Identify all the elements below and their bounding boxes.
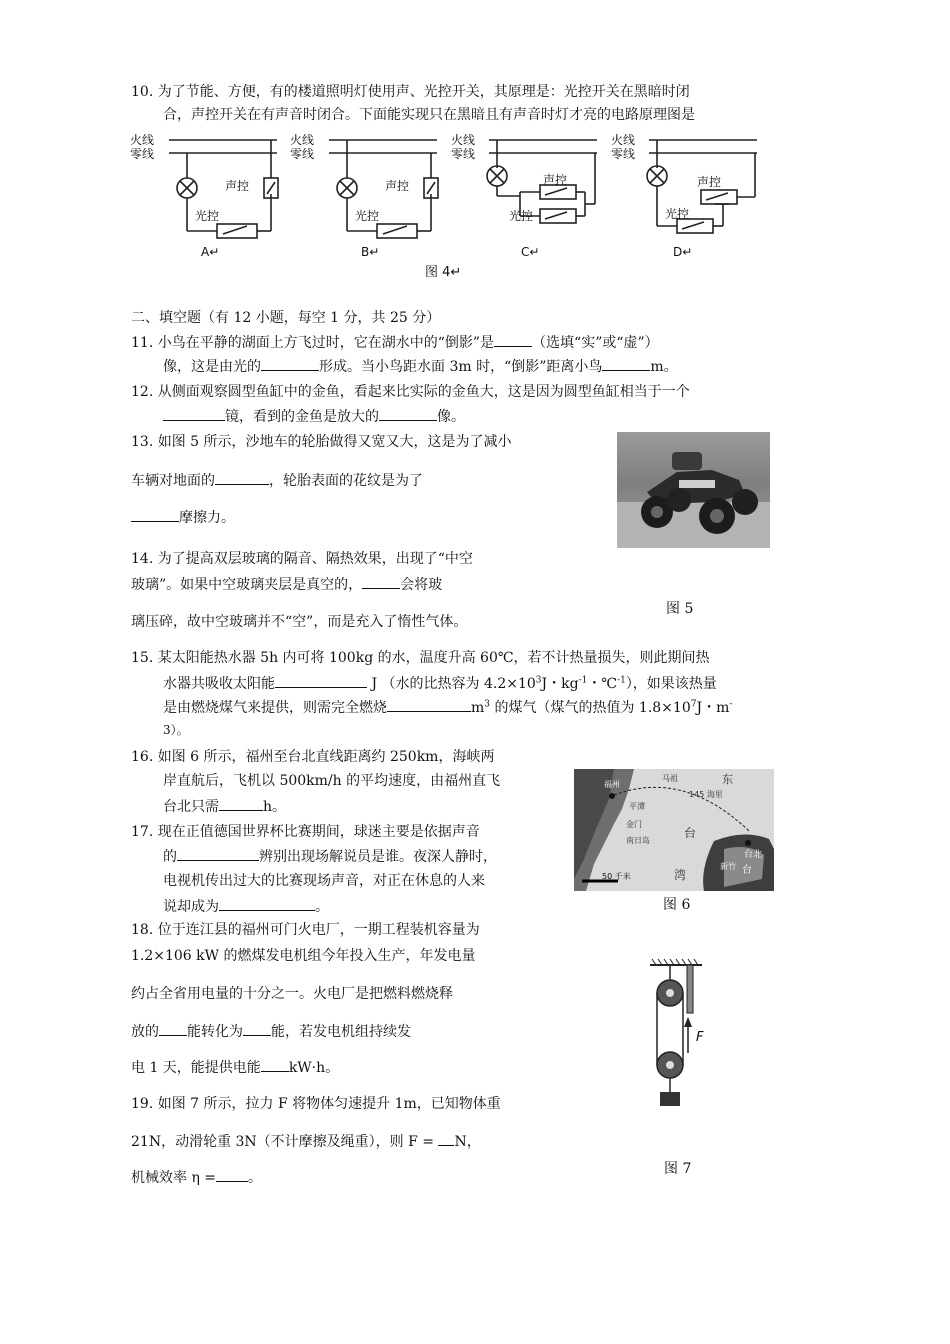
option-a: A↵ [201, 245, 220, 259]
map-label-xinzhu: 新竹 [720, 862, 736, 871]
q17-line2: 的 辨别出现场解说员是谁。夜深人静时， [163, 846, 497, 867]
q17-line1: 17. 现在正值德国世界杯比赛期间，球迷主要是依据声音 [131, 824, 480, 840]
q10-line1: 10. 为了节能、方便，有的楼道照明灯使用声、光控开关，其原理是：光控开关在黑暗时闭 [131, 84, 690, 100]
map-label-nanri: 南日岛 [626, 836, 650, 845]
q14-line1: 14. 为了提高双层玻璃的隔音、隔热效果，出现了“中空 [131, 551, 473, 567]
map-label-scale: 50 千米 [602, 872, 631, 881]
label-light-b: 光控 [355, 209, 380, 223]
q15-line1: 15. 某太阳能热水器 5h 内可将 100kg 的水，温度升高 60℃，若不计热量损失，则此期间热 [131, 650, 710, 666]
q18-line2: 1.2×106 kW 的燃煤发电机组今年投入生产，年发电量 [131, 948, 476, 964]
label-neutral-d: 零线 [611, 147, 636, 161]
figure-4-caption: 图 4↵ [425, 265, 462, 278]
map-label-tai: 台 [684, 826, 697, 840]
q13-line3: 摩擦力。 [131, 507, 235, 528]
q13-line2: 车辆对地面的 ，轮胎表面的花纹是为了 [131, 470, 423, 491]
q12-line1: 12. 从侧面观察圆型鱼缸中的金鱼，看起来比实际的金鱼大，这是因为圆型鱼缸相当于一个 [131, 384, 690, 400]
figure-6-caption: 图 6 [663, 897, 691, 913]
label-sound-c: 声控 [543, 173, 568, 187]
label-live-c: 火线 [451, 133, 476, 147]
label-live-d: 火线 [611, 133, 636, 147]
q15-line3: 是由燃烧煤气来提供，则需完全燃烧 $m^3$ 的煤气（煤气的热值为 $1.8\times 10^7J$・m- [163, 697, 732, 718]
option-b: B↵ [361, 245, 380, 259]
map-label-mazu: 马祖 [662, 774, 678, 783]
option-c: C↵ [521, 245, 540, 259]
q13-line1: 13. 如图 5 所示，沙地车的轮胎做得又宽又大，这是为了减小 [131, 434, 512, 450]
figure-5-caption: 图 5 [666, 601, 694, 617]
circuit-c [487, 140, 597, 223]
map-label-pingtan: 平潭 [629, 802, 645, 811]
label-light-a: 光控 [195, 209, 220, 223]
q12-line2: 镜，看到的金鱼是放大的 像。 [163, 406, 465, 427]
figure-6-map [574, 769, 774, 891]
q19-line2: 21N，动滑轮重 3N（不计摩擦及绳重），则 F = N， [131, 1131, 481, 1152]
figure-7-pulley [640, 955, 710, 1110]
q15-line2: 水器共吸收太阳能 J （水的比热容为 $4.2\times 10^3J$・$kg^{-1}$・℃$^{-1}$），如果该热量 [163, 673, 717, 694]
label-light-d: 光控 [665, 207, 690, 221]
section-heading: 二、填空题（有 12 小题，每空 1 分，共 25 分） [131, 310, 441, 326]
q15-line4: 3）。 [163, 723, 189, 737]
force-label: F [696, 1030, 704, 1045]
q14-line3: 璃压碎，故中空玻璃并不“空”，而是充入了惰性气体。 [131, 614, 468, 630]
q11-line2: 像，这是由光的 形成。当小鸟距水面 3m 时，“倒影”距离小鸟 m。 [163, 356, 678, 377]
figure-7-caption: 图 7 [664, 1161, 692, 1177]
circuit-b [329, 140, 438, 238]
label-live-b: 火线 [290, 133, 315, 147]
figure-4-circuits [125, 128, 805, 278]
q16-line1: 16. 如图 6 所示，福州至台北直线距离约 250km，海峡两 [131, 749, 495, 765]
map-label-wan: 湾 [674, 868, 687, 882]
q18-line1: 18. 位于连江县的福州可门火电厂，一期工程装机容量为 [131, 922, 480, 938]
q19-line1: 19. 如图 7 所示，拉力 F 将物体匀速提升 1m，已知物体重 [131, 1096, 501, 1112]
option-d: D↵ [673, 245, 693, 259]
circuit-a [169, 140, 278, 238]
q18-line4: 放的 能转化为 能，若发电机组持续发 [131, 1021, 411, 1042]
map-label-east: 东 [722, 773, 733, 786]
label-neutral-a: 零线 [130, 147, 155, 161]
label-neutral-c: 零线 [451, 147, 476, 161]
map-label-tai2: 台 [742, 865, 752, 876]
map-label-fuzhou: 福州 [604, 780, 620, 789]
figure-5-atv-photo [617, 432, 770, 548]
map-label-jinmen: 金门 [626, 820, 642, 829]
label-sound-d: 声控 [697, 175, 722, 189]
map-label-distance: 145 海里 [689, 790, 723, 799]
q16-line2: 岸直航后，飞机以 500km/h 的平均速度，由福州直飞 [163, 773, 501, 789]
label-sound-b: 声控 [385, 179, 410, 193]
q18-line5: 电 1 天，能提供电能 kW·h。 [131, 1057, 339, 1078]
q17-line3: 电视机传出过大的比赛现场声音，对正在休息的人来 [163, 873, 485, 889]
q19-line3: 机械效率 η = 。 [131, 1167, 262, 1188]
q11-line1: 11. 小鸟在平静的湖面上方飞过时，它在湖水中的“倒影”是 （选填“实”或“虚”） [131, 332, 659, 353]
q10-line2: 合，声控开关在有声音时闭合。下面能实现只在黑暗且有声音时灯才亮的电路原理图是 [163, 107, 695, 123]
label-neutral-b: 零线 [290, 147, 315, 161]
q16-line3: 台北只需 h。 [163, 796, 286, 817]
label-live-a: 火线 [130, 133, 155, 147]
map-label-taipei: 台北 [744, 850, 763, 860]
q17-line4: 说却成为 。 [163, 896, 329, 917]
q14-line2: 玻璃”。如果中空玻璃夹层是真空的， 会将玻 [131, 574, 442, 595]
label-light-c: 光控 [509, 209, 534, 223]
label-sound-a: 声控 [225, 179, 250, 193]
q18-line3: 约占全省用电量的十分之一。火电厂是把燃料燃烧释 [131, 986, 453, 1002]
